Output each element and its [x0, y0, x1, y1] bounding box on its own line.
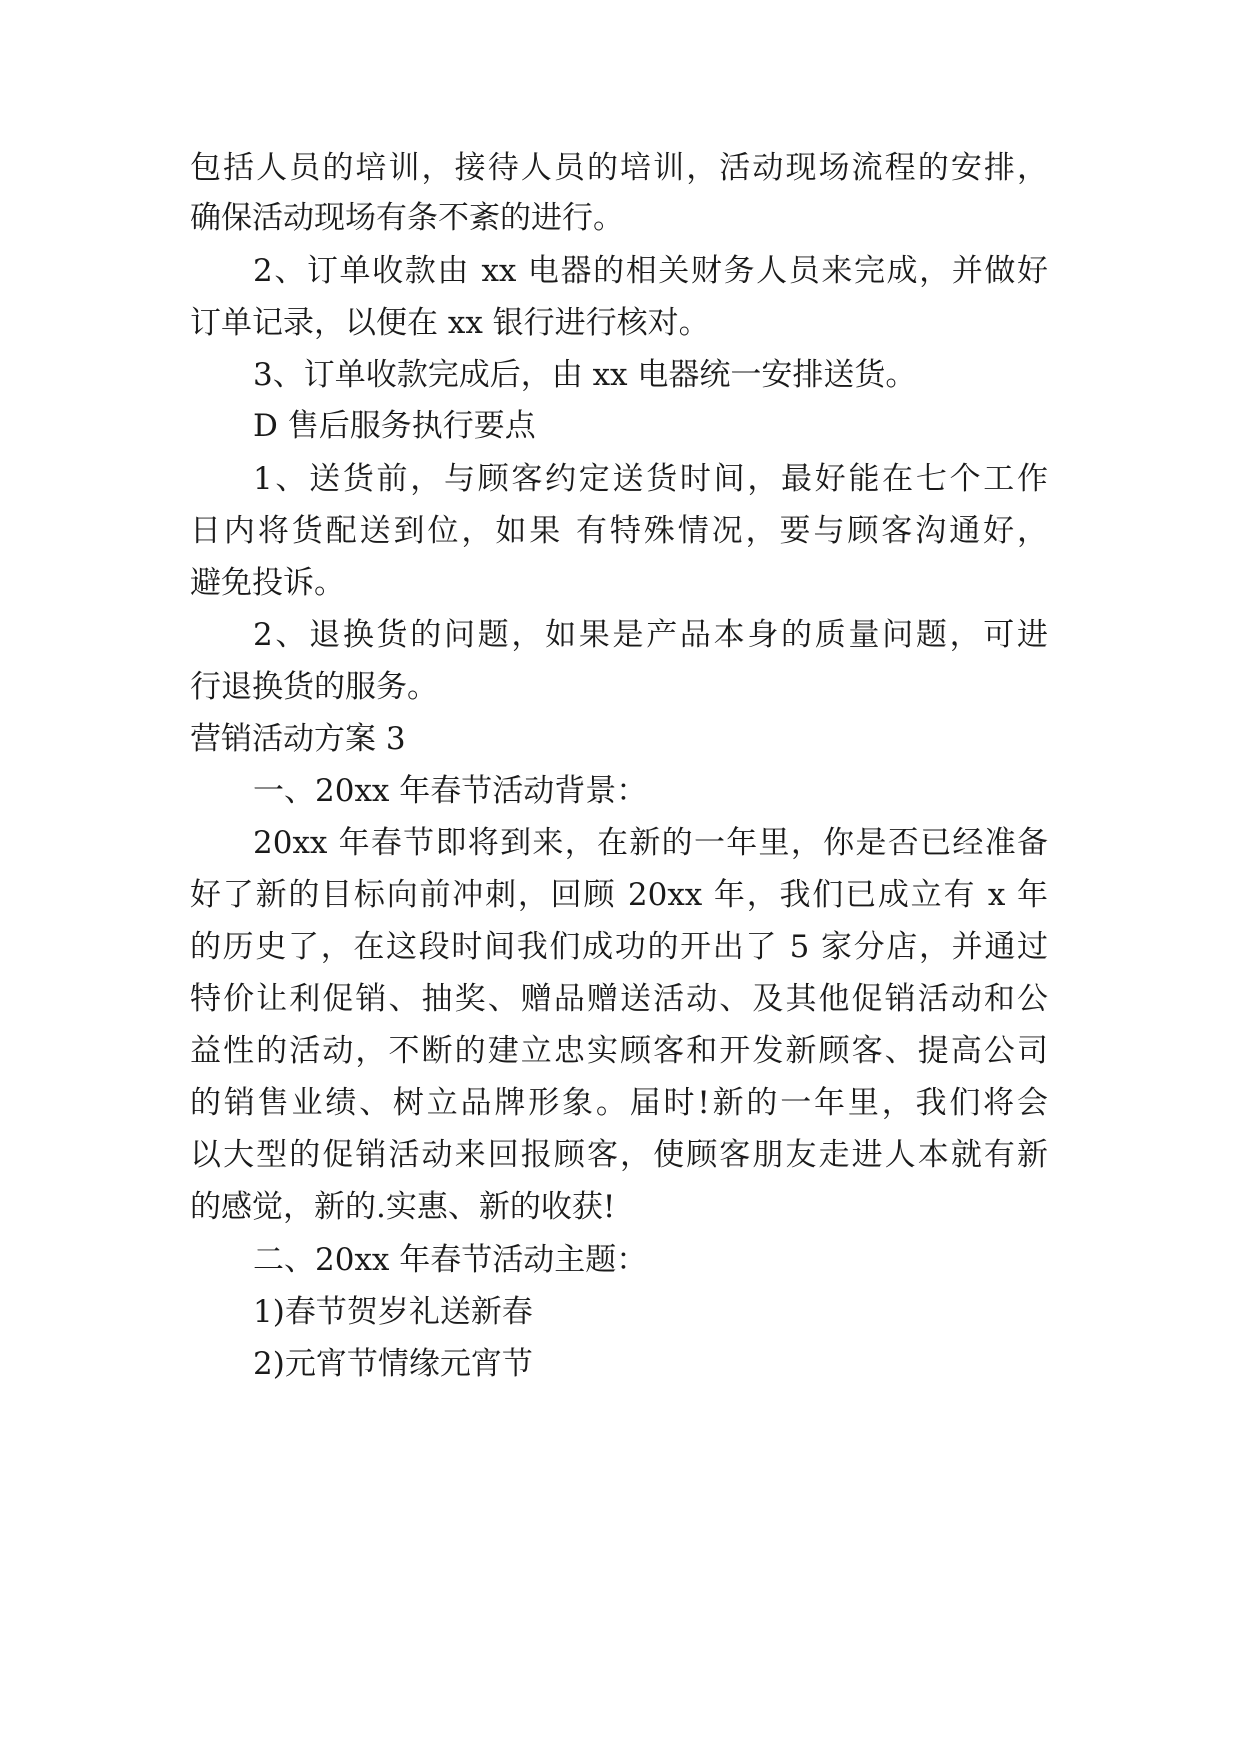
text-line: 1、送货前，与顾客约定送货时间，最好能在七个工作: [253, 461, 1048, 497]
section-heading: D 售后服务执行要点: [253, 408, 536, 444]
text-line: 的感觉，新的.实惠、新的收获!: [190, 1189, 616, 1225]
text-line: 益性的活动，不断的建立忠实顾客和开发新顾客、提高公司: [190, 1033, 1048, 1069]
section-heading: 二、20xx 年春节活动主题：: [253, 1242, 648, 1278]
text-line: 的销售业绩、树立品牌形象。届时!新的一年里，我们将会: [190, 1085, 1048, 1121]
text-line: 2、订单收款由 xx 电器的相关财务人员来完成，并做好: [253, 253, 1048, 289]
text-line: 日内将货配送到位，如果 有特殊情况，要与顾客沟通好，: [190, 513, 1048, 549]
text-line: 以大型的促销活动来回报顾客，使顾客朋友走进人本就有新: [190, 1137, 1048, 1173]
section-title: 营销活动方案 3: [190, 721, 406, 757]
text-line: 20xx 年春节即将到来，在新的一年里，你是否已经准备: [253, 825, 1048, 861]
section-heading: 一、20xx 年春节活动背景：: [253, 773, 648, 809]
list-item: 1)春节贺岁礼送新春: [253, 1294, 533, 1330]
text-line: 避免投诉。: [190, 565, 345, 601]
text-line: 特价让利促销、抽奖、赠品赠送活动、及其他促销活动和公: [190, 981, 1048, 1017]
text-line: 订单记录，以便在 xx 银行进行核对。: [190, 305, 710, 341]
text-line: 确保活动现场有条不紊的进行。: [190, 200, 624, 236]
text-line: 3、订单收款完成后，由 xx 电器统一安排送货。: [253, 357, 917, 393]
text-line: 包括人员的培训，接待人员的培训，活动现场流程的安排，: [190, 150, 1048, 186]
text-line: 好了新的目标向前冲刺，回顾 20xx 年，我们已成立有 x 年: [190, 877, 1048, 913]
text-line: 2、退换货的问题，如果是产品本身的质量问题，可进: [253, 617, 1048, 653]
text-line: 的历史了，在这段时间我们成功的开出了 5 家分店，并通过: [190, 929, 1048, 965]
text-line: 行退换货的服务。: [190, 669, 438, 705]
list-item: 2)元宵节情缘元宵节: [253, 1346, 533, 1382]
